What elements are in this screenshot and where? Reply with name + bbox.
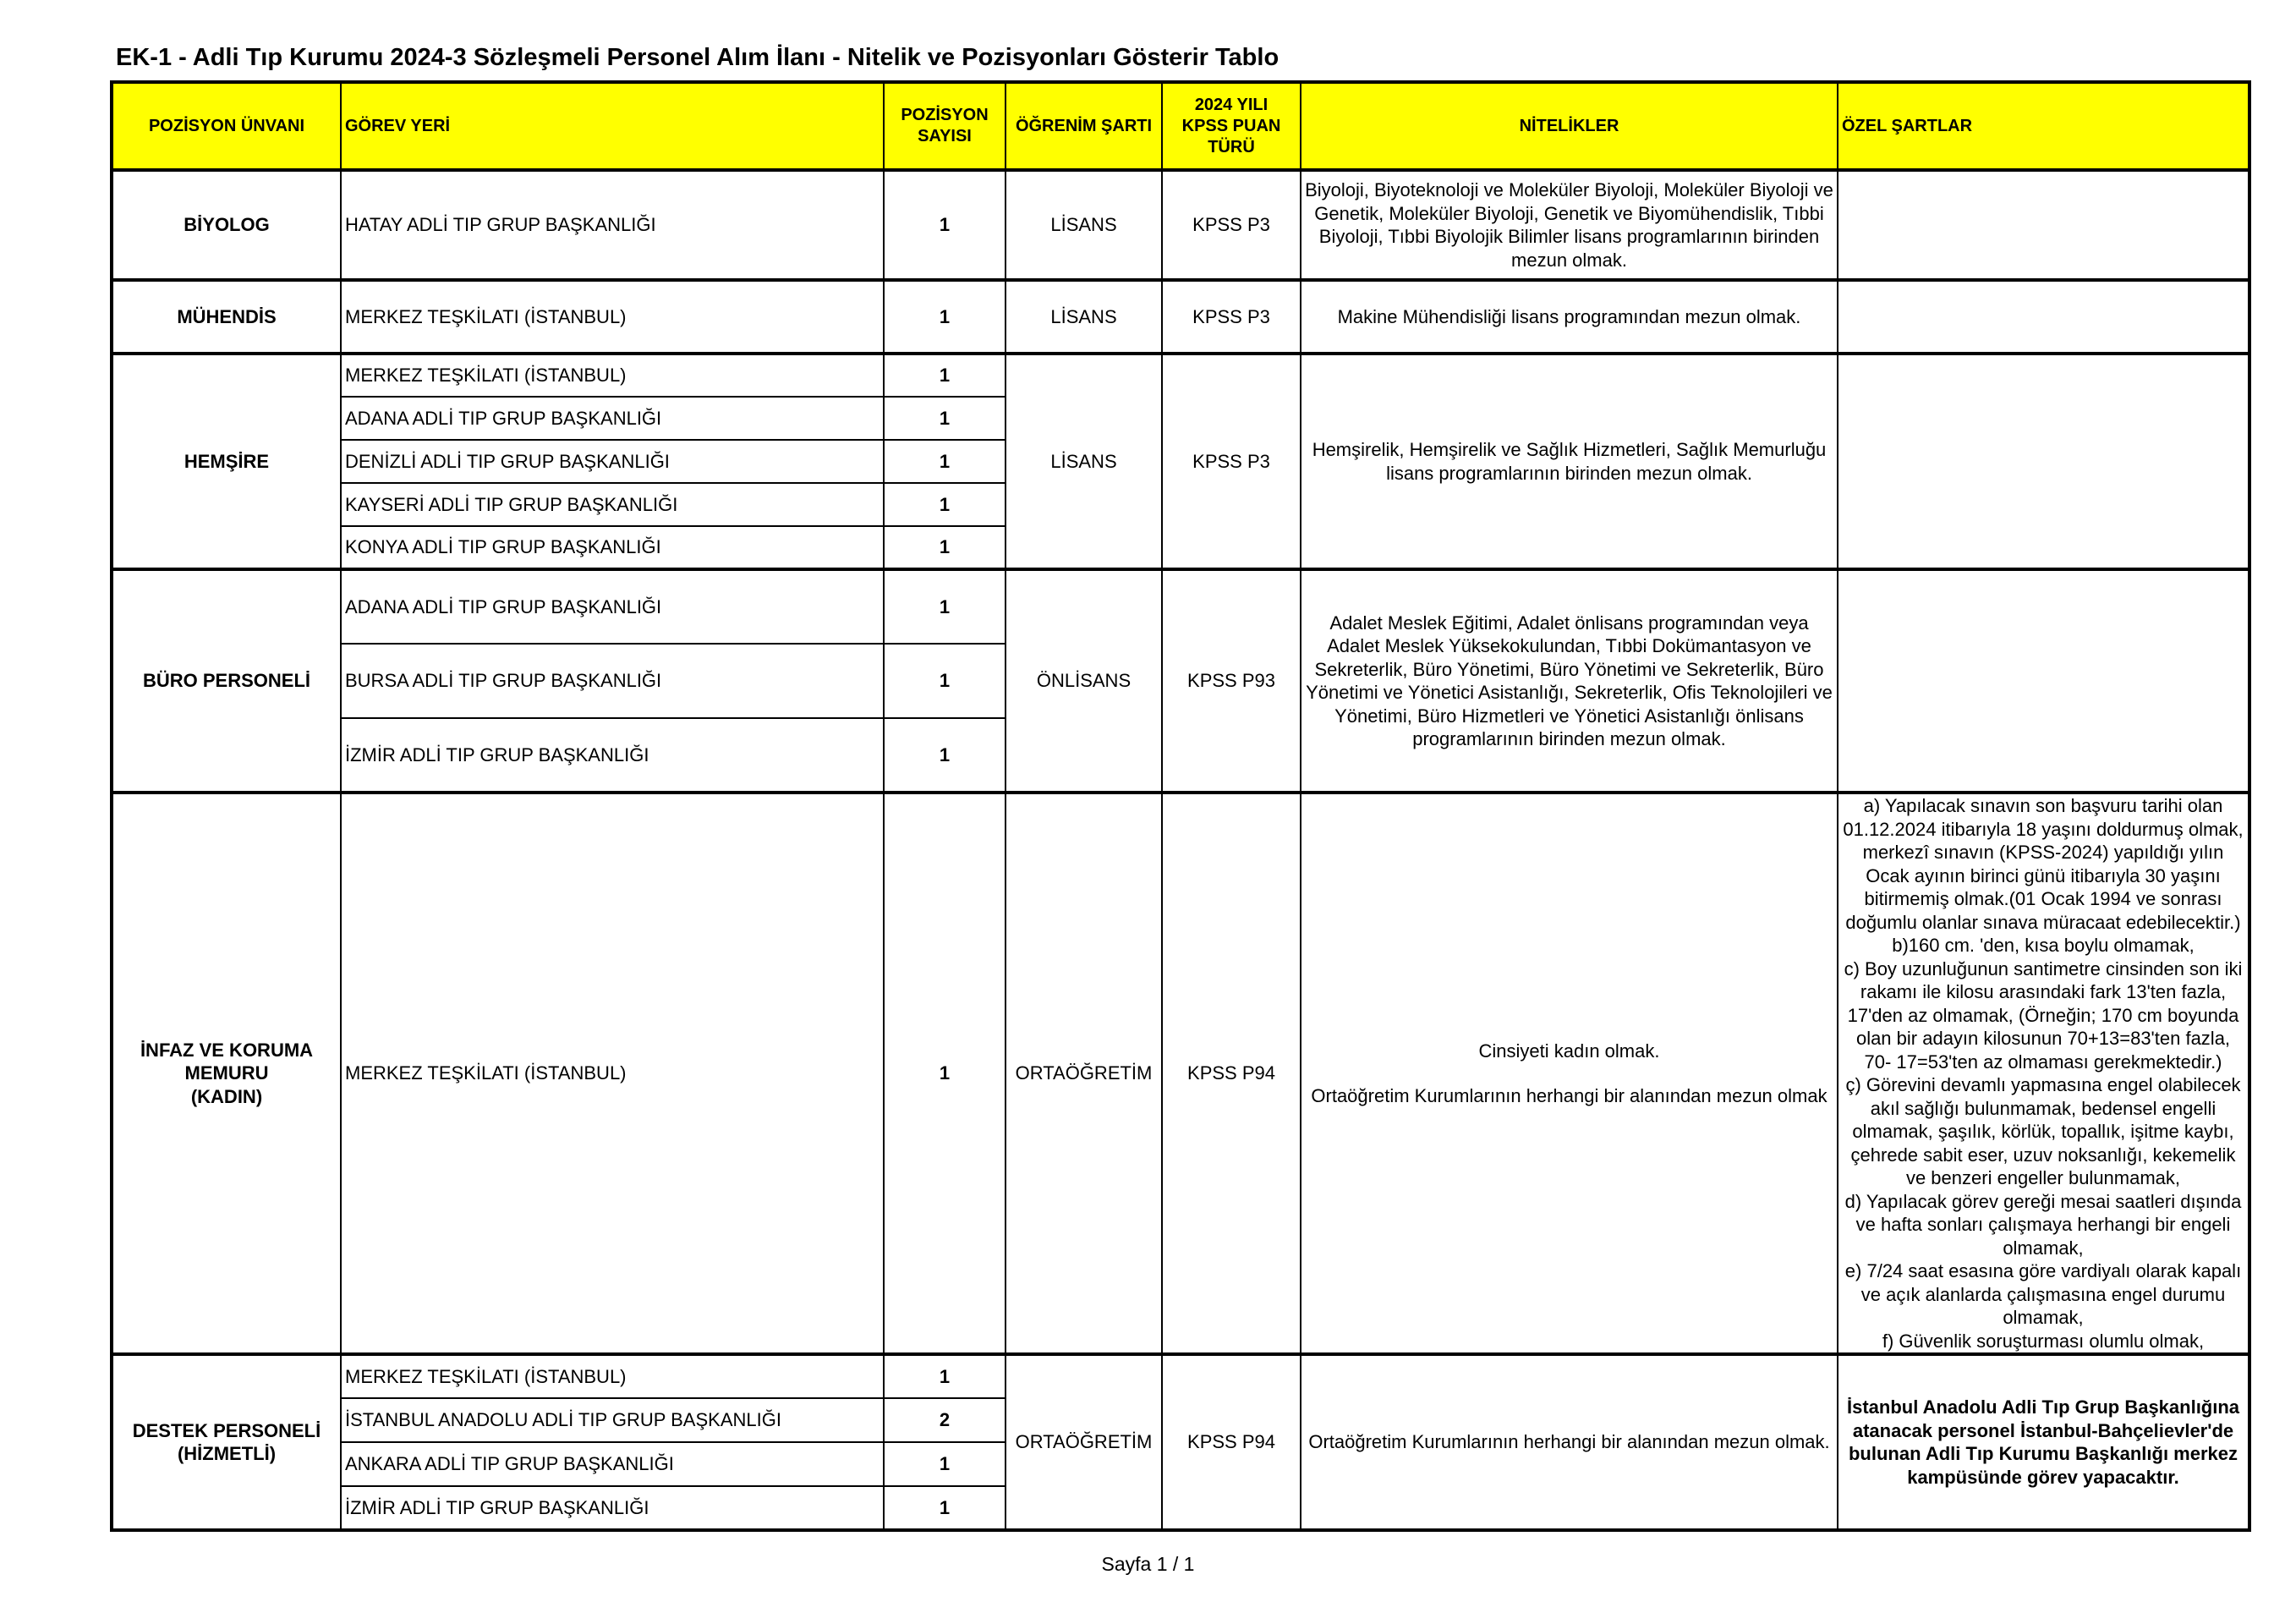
position-title: DESTEK PERSONELİ (HİZMETLİ)	[112, 1354, 341, 1530]
kpss-type: KPSS P94	[1162, 793, 1301, 1354]
education-requirement: LİSANS	[1006, 170, 1162, 280]
position-count: 1	[884, 440, 1006, 483]
position-count: 1	[884, 569, 1006, 644]
header-place: GÖREV YERİ	[341, 82, 884, 170]
duty-place: MERKEZ TEŞKİLATI (İSTANBUL)	[341, 793, 884, 1354]
positions-table	[110, 80, 2251, 1532]
duty-place: İZMİR ADLİ TIP GRUP BAŞKANLIĞI	[341, 718, 884, 793]
qualifications: Biyoloji, Biyoteknoloji ve Moleküler Biyoloji, Moleküler Biyoloji ve Genetik, Moleküler Biyoloji, Genetik ve Biyomühendislik, Tıbbi Biyoloji, Tıbbi Biyolojik Bilimler lisans programlarının birinden mezun olmak.	[1301, 170, 1838, 280]
education-requirement: LİSANS	[1006, 280, 1162, 354]
position-count: 2	[884, 1398, 1006, 1442]
table-row	[112, 793, 2249, 1354]
position-count: 1	[884, 483, 1006, 526]
kpss-type: KPSS P3	[1162, 354, 1301, 569]
header-position: POZİSYON ÜNVANI	[112, 82, 341, 170]
table-row	[112, 1354, 2249, 1398]
qualifications: Hemşirelik, Hemşirelik ve Sağlık Hizmetleri, Sağlık Memurluğu lisans programlarının birinden mezun olmak.	[1301, 354, 1838, 569]
position-count: 1	[884, 397, 1006, 440]
duty-place: HATAY ADLİ TIP GRUP BAŞKANLIĞI	[341, 170, 884, 280]
special-conditions: a) Yapılacak sınavın son başvuru tarihi olan 01.12.2024 itibarıyla 18 yaşını doldurmuş olmak, merkezî sınavın (KPSS-2024) yapıldığı yılın Ocak ayının birinci günü itibarıyla 30 yaşını bitirmemiş olmak.(01 Ocak 1994 ve sonrası doğumlu olanlar sınava müracaat edebilecektir.) b)160 cm. 'den, kısa boylu olmamak, c) Boy uzunluğunun santimetre cinsinden son iki rakamı ile kilosu arasındaki fark 13'ten fazla, 17'den az olmamak, (Örneğin; 170 cm boyunda olan bir adayın kilosunun 70+13=83'ten fazla, 70- 17=53'ten az olmaması gerekmektedir.) ç) Görevini devamlı yapmasına engel olabilecek akıl sağlığı bulunmamak, bedensel engelli olmamak, şaşılık, körlük, topallık, işitme kaybı, çehrede sabit eser, uzuv noksanlığı, kekemelik ve benzeri engeller bulunmamak, d) Yapılacak görev gereği mesai saatleri dışında ve hafta sonları çalışmaya herhangi bir engeli olmamak, e) 7/24 saat esasına göre vardiyalı olarak kapalı ve açık alanlarda çalışmasına engel durumu olmamak, f) Güvenlik soruşturması olumlu olmak,	[1838, 793, 2249, 1354]
header-kpss: 2024 YILI KPSS PUAN TÜRÜ	[1162, 82, 1301, 170]
position-count: 1	[884, 280, 1006, 354]
table-row	[112, 170, 2249, 280]
kpss-type: KPSS P93	[1162, 569, 1301, 793]
education-requirement: ORTAÖĞRETİM	[1006, 1354, 1162, 1530]
position-title: İNFAZ VE KORUMA MEMURU (KADIN)	[112, 793, 341, 1354]
kpss-type: KPSS P3	[1162, 170, 1301, 280]
header-special: ÖZEL ŞARTLAR	[1838, 82, 2249, 170]
document-title: EK-1 - Adli Tıp Kurumu 2024-3 Sözleşmeli Personel Alım İlanı - Nitelik ve Pozisyonları Gösterir Tablo	[116, 44, 1280, 71]
position-title: BİYOLOG	[112, 170, 341, 280]
duty-place: ADANA ADLİ TIP GRUP BAŞKANLIĞI	[341, 397, 884, 440]
position-count: 1	[884, 644, 1006, 718]
position-count: 1	[884, 526, 1006, 569]
special-conditions	[1838, 569, 2249, 793]
duty-place: DENİZLİ ADLİ TIP GRUP BAŞKANLIĞI	[341, 440, 884, 483]
special-conditions	[1838, 354, 2249, 569]
position-count: 1	[884, 1354, 1006, 1398]
qualifications: Ortaöğretim Kurumlarının herhangi bir alanından mezun olmak.	[1301, 1354, 1838, 1530]
position-count: 1	[884, 718, 1006, 793]
duty-place: ADANA ADLİ TIP GRUP BAŞKANLIĞI	[341, 569, 884, 644]
special-conditions: İstanbul Anadolu Adli Tıp Grup Başkanlığına atanacak personel İstanbul-Bahçelievler'de bulunan Adli Tıp Kurumu Başkanlığı merkez kampüsünde görev yapacaktır.	[1838, 1354, 2249, 1530]
page-number: Sayfa 1 / 1	[1101, 1553, 1195, 1575]
position-count: 1	[884, 1486, 1006, 1530]
position-title: BÜRO PERSONELİ	[112, 569, 341, 793]
special-conditions	[1838, 280, 2249, 354]
kpss-type: KPSS P3	[1162, 280, 1301, 354]
qualifications: Makine Mühendisliği lisans programından mezun olmak.	[1301, 280, 1838, 354]
position-title: MÜHENDİS	[112, 280, 341, 354]
table-row	[112, 354, 2249, 397]
kpss-type: KPSS P94	[1162, 1354, 1301, 1530]
position-count: 1	[884, 793, 1006, 1354]
table-header-row	[112, 82, 2249, 170]
table-row	[112, 569, 2249, 644]
qualifications: Adalet Meslek Eğitimi, Adalet önlisans programından veya Adalet Meslek Yüksekokulundan, Tıbbi Dokümantasyon ve Sekreterlik, Büro Yönetimi, Büro Yönetimi ve Sekreterlik, Büro Yönetimi ve Yönetici Asistanlığı, Sekreterlik, Ofis Teknolojileri ve Yönetimi, Büro Hizmetleri ve Yönetici Asistanlığı önlisans programlarının birinden mezun olmak.	[1301, 569, 1838, 793]
position-title: HEMŞİRE	[112, 354, 341, 569]
duty-place: BURSA ADLİ TIP GRUP BAŞKANLIĞI	[341, 644, 884, 718]
duty-place: ANKARA ADLİ TIP GRUP BAŞKANLIĞI	[341, 1442, 884, 1486]
education-requirement: ÖNLİSANS	[1006, 569, 1162, 793]
special-conditions	[1838, 170, 2249, 280]
duty-place: MERKEZ TEŞKİLATI (İSTANBUL)	[341, 1354, 884, 1398]
education-requirement: ORTAÖĞRETİM	[1006, 793, 1162, 1354]
header-education: ÖĞRENİM ŞARTI	[1006, 82, 1162, 170]
education-requirement: LİSANS	[1006, 354, 1162, 569]
duty-place: İZMİR ADLİ TIP GRUP BAŞKANLIĞI	[341, 1486, 884, 1530]
position-count: 1	[884, 1442, 1006, 1486]
qualifications: Cinsiyeti kadın olmak. Ortaöğretim Kurumlarının herhangi bir alanından mezun olmak	[1301, 793, 1838, 1354]
header-count: POZİSYON SAYISI	[884, 82, 1006, 170]
header-qualifications: NİTELİKLER	[1301, 82, 1838, 170]
table-row	[112, 280, 2249, 354]
duty-place: MERKEZ TEŞKİLATI (İSTANBUL)	[341, 280, 884, 354]
position-count: 1	[884, 354, 1006, 397]
position-count: 1	[884, 170, 1006, 280]
duty-place: KAYSERİ ADLİ TIP GRUP BAŞKANLIĞI	[341, 483, 884, 526]
duty-place: MERKEZ TEŞKİLATI (İSTANBUL)	[341, 354, 884, 397]
duty-place: İSTANBUL ANADOLU ADLİ TIP GRUP BAŞKANLIĞI	[341, 1398, 884, 1442]
duty-place: KONYA ADLİ TIP GRUP BAŞKANLIĞI	[341, 526, 884, 569]
